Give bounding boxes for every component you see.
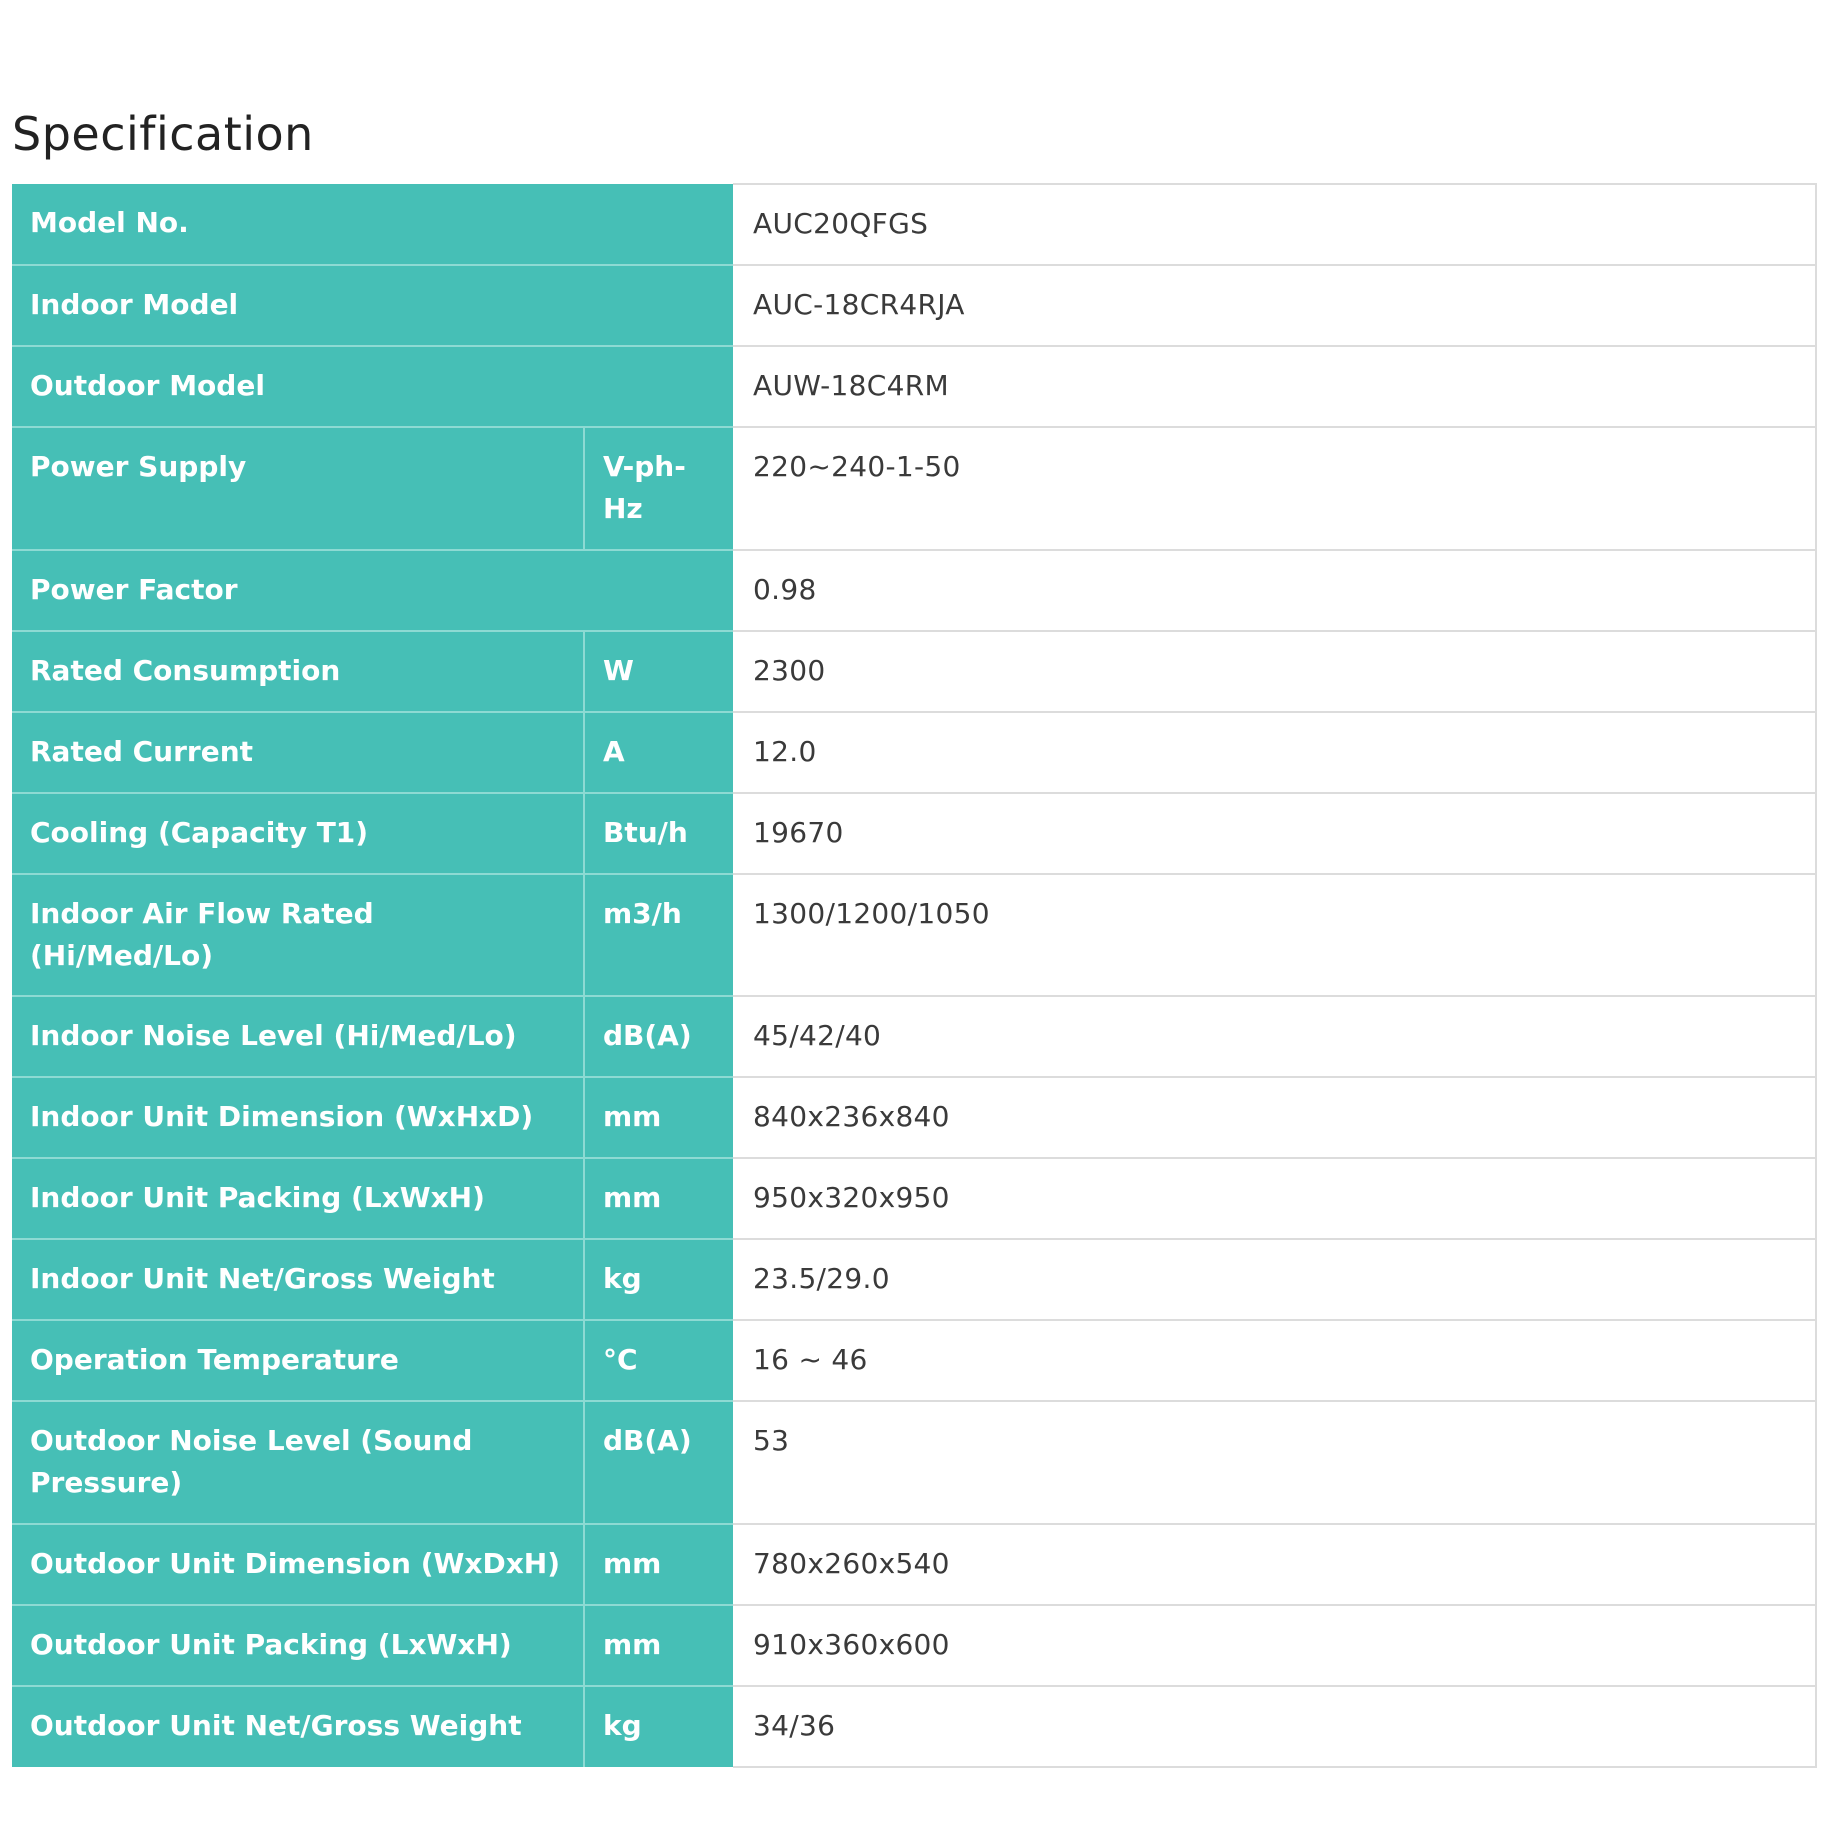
table-row: [12, 1686, 1816, 1767]
spec-value: 12.0: [733, 712, 1816, 793]
spec-unit: dB(A): [584, 1401, 733, 1524]
spec-label: Indoor Unit Net/Gross Weight: [12, 1239, 584, 1320]
table-row: [12, 550, 1816, 631]
spec-unit: A: [584, 712, 733, 793]
spec-value: 19670: [733, 793, 1816, 874]
spec-value: AUC20QFGS: [733, 184, 1816, 265]
spec-unit: V-ph-Hz: [584, 427, 733, 550]
spec-value: 23.5/29.0: [733, 1239, 1816, 1320]
table-row: [12, 346, 1816, 427]
table-row: [12, 427, 1816, 550]
spec-label: Rated Current: [12, 712, 584, 793]
table-row: [12, 793, 1816, 874]
spec-label: Power Supply: [12, 427, 584, 550]
spec-label: Indoor Noise Level (Hi/Med/Lo): [12, 996, 584, 1077]
spec-label: Cooling (Capacity T1): [12, 793, 584, 874]
spec-unit: mm: [584, 1077, 733, 1158]
spec-unit: mm: [584, 1524, 733, 1605]
spec-unit: °C: [584, 1320, 733, 1401]
spec-label: Outdoor Model: [12, 346, 733, 427]
spec-value: 220~240-1-50: [733, 427, 1816, 550]
spec-label: Model No.: [12, 184, 733, 265]
table-row: [12, 184, 1816, 265]
table-row: [12, 265, 1816, 346]
spec-value: 34/36: [733, 1686, 1816, 1767]
spec-value: 53: [733, 1401, 1816, 1524]
spec-unit: kg: [584, 1686, 733, 1767]
table-row: [12, 1401, 1816, 1524]
spec-label: Power Factor: [12, 550, 733, 631]
spec-value: 840x236x840: [733, 1077, 1816, 1158]
spec-unit: m3/h: [584, 874, 733, 996]
table-row: [12, 1158, 1816, 1239]
spec-unit: Btu/h: [584, 793, 733, 874]
table-row: [12, 874, 1816, 996]
page-title: Specification: [12, 107, 314, 161]
spec-label: Indoor Air Flow Rated (Hi/Med/Lo): [12, 874, 584, 996]
table-row: [12, 1320, 1816, 1401]
spec-unit: W: [584, 631, 733, 712]
spec-label: Outdoor Unit Dimension (WxDxH): [12, 1524, 584, 1605]
spec-unit: mm: [584, 1158, 733, 1239]
spec-value: 16 ~ 46: [733, 1320, 1816, 1401]
table-row: [12, 631, 1816, 712]
spec-label: Indoor Model: [12, 265, 733, 346]
spec-label: Indoor Unit Packing (LxWxH): [12, 1158, 584, 1239]
spec-label: Outdoor Unit Packing (LxWxH): [12, 1605, 584, 1686]
table-row: [12, 1605, 1816, 1686]
spec-unit: kg: [584, 1239, 733, 1320]
spec-unit: mm: [584, 1605, 733, 1686]
spec-label: Rated Consumption: [12, 631, 584, 712]
spec-label: Outdoor Unit Net/Gross Weight: [12, 1686, 584, 1767]
spec-value: 950x320x950: [733, 1158, 1816, 1239]
spec-value: 0.98: [733, 550, 1816, 631]
table-row: [12, 1239, 1816, 1320]
spec-unit: dB(A): [584, 996, 733, 1077]
spec-label: Operation Temperature: [12, 1320, 584, 1401]
table-row: [12, 996, 1816, 1077]
table-row: [12, 712, 1816, 793]
spec-value: 1300/1200/1050: [733, 874, 1816, 996]
spec-label: Outdoor Noise Level (Sound Pressure): [12, 1401, 584, 1524]
spec-label: Indoor Unit Dimension (WxHxD): [12, 1077, 584, 1158]
spec-value: 910x360x600: [733, 1605, 1816, 1686]
table-row: [12, 1077, 1816, 1158]
table-row: [12, 1524, 1816, 1605]
spec-value: AUC-18CR4RJA: [733, 265, 1816, 346]
spec-table: [12, 183, 1817, 1768]
spec-value: AUW-18C4RM: [733, 346, 1816, 427]
spec-value: 2300: [733, 631, 1816, 712]
spec-value: 45/42/40: [733, 996, 1816, 1077]
spec-value: 780x260x540: [733, 1524, 1816, 1605]
